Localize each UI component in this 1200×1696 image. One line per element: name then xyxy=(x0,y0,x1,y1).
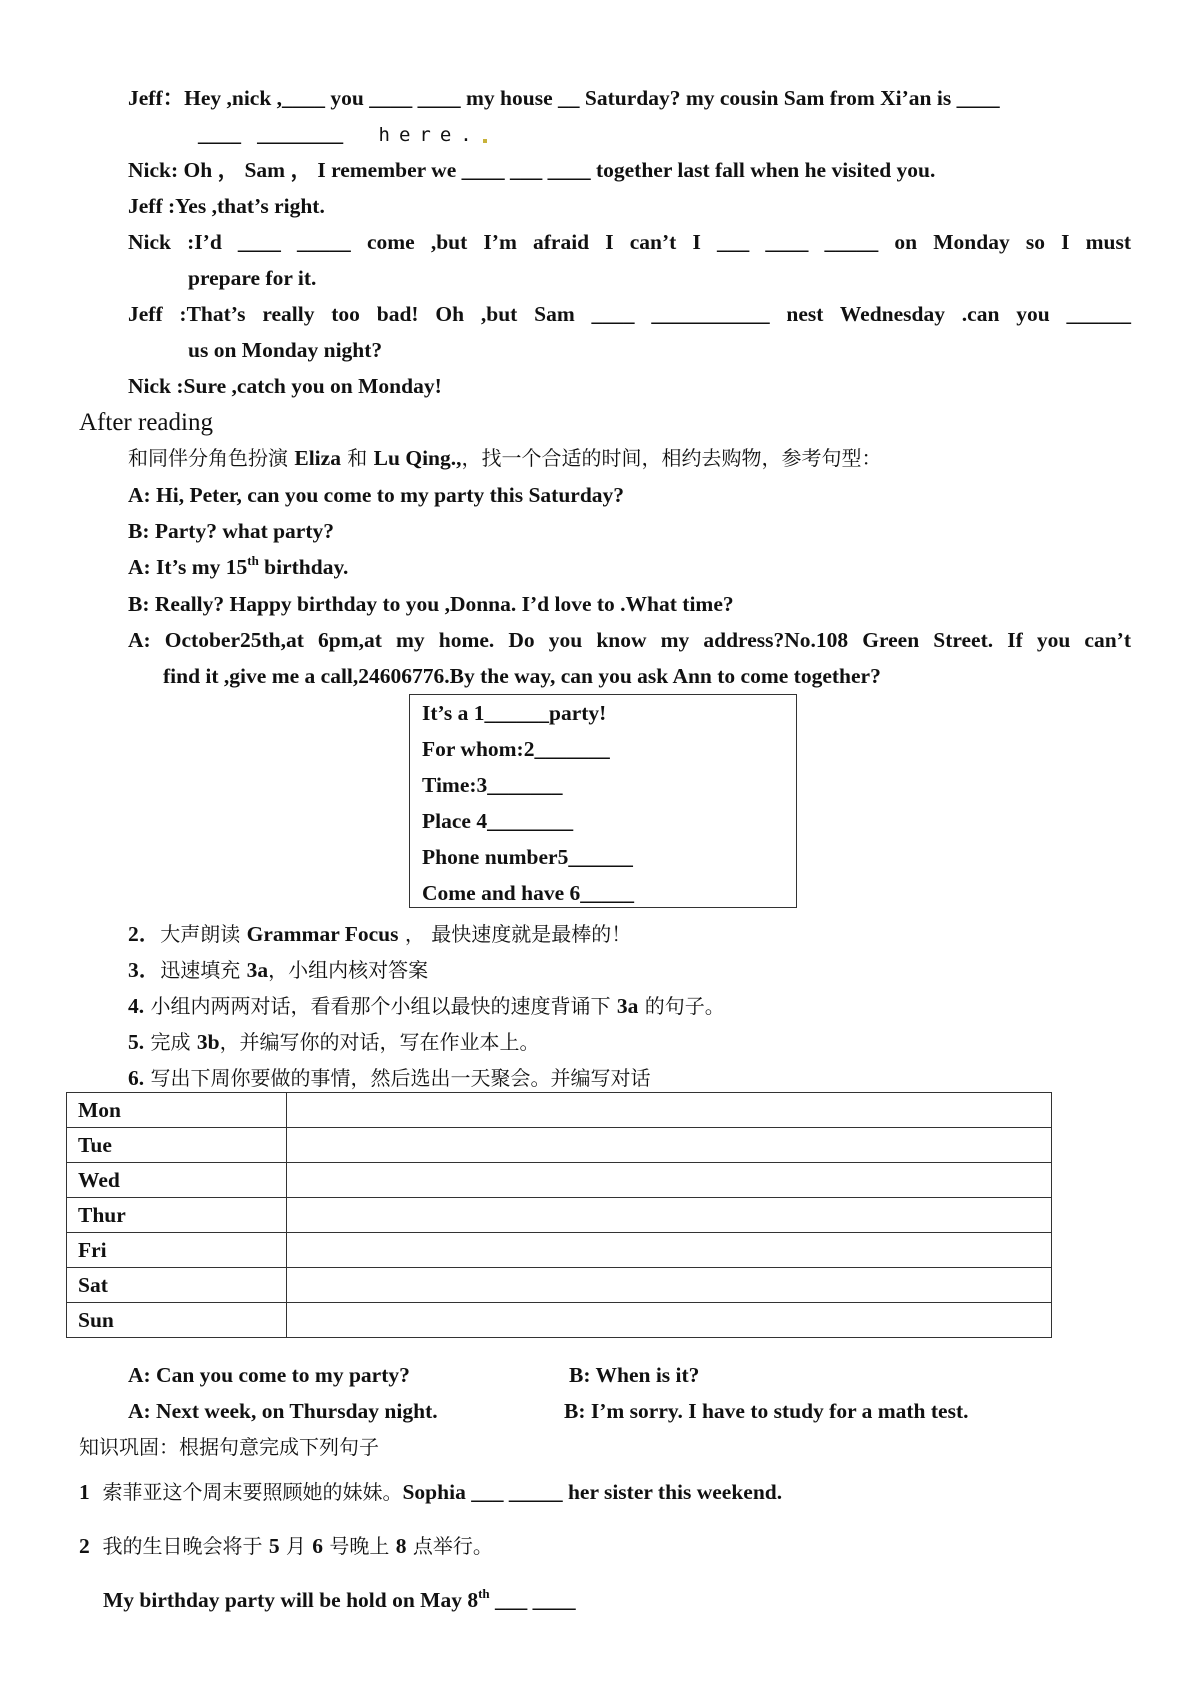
sample-line-a1: A: Hi, Peter, can you come to my party this Saturday? xyxy=(128,483,625,507)
sample-line-b2: B: Really? Happy birthday to you ,Donna. I’d love to .What time? xyxy=(128,592,734,616)
dialogue-nick-1: Nick: Oh ， Sam ， I remember we ____ ___ ____ together last fall when he visited you. xyxy=(128,158,936,182)
task-6: 6. 写出下周你要做的事情，然后选出一天聚会。并编写对话 xyxy=(128,1066,651,1090)
day-label: Tue xyxy=(67,1128,287,1163)
table-row xyxy=(67,1233,1052,1268)
dialogue-nick-3: Nick :Sure ,catch you on Monday! xyxy=(128,374,442,398)
example-b2: B: I’m sorry. I have to study for a math test. xyxy=(564,1399,969,1423)
task-3: 3．迅速填充 3a，小组内核对答案 xyxy=(128,958,429,982)
dialogue-jeff-1-cont xyxy=(198,120,487,149)
plan-cell[interactable] xyxy=(287,1198,1052,1233)
party-box-line-5: Phone number5______ xyxy=(422,845,633,869)
plan-cell[interactable] xyxy=(287,1268,1052,1303)
stray-dot-mark xyxy=(483,139,487,143)
day-label: Fri xyxy=(67,1233,287,1268)
plan-cell[interactable] xyxy=(287,1128,1052,1163)
party-box-line-6: Come and have 6_____ xyxy=(422,881,635,905)
plan-cell[interactable] xyxy=(287,1093,1052,1128)
dialogue-jeff-3: Jeff :That’s really too bad! Oh ,but Sam ____ ___________ nest Wednesday .can you ______ xyxy=(128,302,1131,326)
table-row xyxy=(67,1128,1052,1163)
task-5: 5. 完成 3b，并编写你的对话，写在作业本上。 xyxy=(128,1030,540,1054)
sample-line-a2: A: It’s my 15th birthday. xyxy=(128,553,349,579)
dialogue-jeff-3-cont: us on Monday night? xyxy=(188,338,383,362)
question-1: 1 索菲亚这个周末要照顾她的妹妹。Sophia ___ _____ her sister this weekend. xyxy=(79,1480,783,1504)
table-row xyxy=(67,1093,1052,1128)
after-reading-instruction: 和同伴分角色扮演 Eliza 和 Lu Qing.,，找一个合适的时间，相约去购物，参考句型： xyxy=(128,446,882,470)
question-2-english: My birthday party will be hold on May 8th ___ ____ xyxy=(103,1586,576,1612)
day-label: Sat xyxy=(67,1268,287,1303)
day-label: Wed xyxy=(67,1163,287,1198)
day-label: Mon xyxy=(67,1093,287,1128)
dialogue-jeff-2: Jeff :Yes ,that’s right. xyxy=(128,194,325,218)
sample-line-a3: A: October25th,at 6pm,at my home. Do you know my address?No.108 Green Street. If you can’t xyxy=(128,628,1131,652)
day-label: Thur xyxy=(67,1198,287,1233)
dialogue-jeff-1-blanks: ____ ________ xyxy=(198,122,344,146)
plan-cell[interactable] xyxy=(287,1303,1052,1338)
table-row xyxy=(67,1303,1052,1338)
party-box-line-4: Place 4________ xyxy=(422,809,574,833)
task-4: 4. 小组内两两对话，看看那个小组以最快的速度背诵下 3a 的句子。 xyxy=(128,994,725,1018)
sample-line-a3-cont: find it ,give me a call,24606776.By the way, can you ask Ann to come together? xyxy=(163,664,881,688)
consolidation-title: 知识巩固：根据句意完成下列句子 xyxy=(79,1435,379,1459)
sample-line-b1: B: Party? what party? xyxy=(128,519,335,543)
plan-cell[interactable] xyxy=(287,1233,1052,1268)
party-box-line-1: It’s a 1______party! xyxy=(422,701,607,725)
dialogue-jeff-1: Jeff：Hey ,nick ,____ you ____ ____ my house __ Saturday? my cousin Sam from Xi’an is ____ xyxy=(128,86,1000,110)
week-schedule-table xyxy=(66,1092,1052,1338)
table-row xyxy=(67,1268,1052,1303)
table-row xyxy=(67,1198,1052,1233)
day-label: Sun xyxy=(67,1303,287,1338)
table-row xyxy=(67,1163,1052,1198)
plan-cell[interactable] xyxy=(287,1163,1052,1198)
dialogue-jeff-1-here: here. xyxy=(378,124,481,146)
party-box-line-3: Time:3_______ xyxy=(422,773,563,797)
example-a1: A: Can you come to my party? xyxy=(128,1363,410,1387)
after-reading-heading: After reading xyxy=(79,409,213,436)
party-info-box xyxy=(409,694,797,908)
dialogue-nick-2: Nick :I’d ____ _____ come ,but I’m afraid I can’t I ___ ____ _____ on Monday so I must xyxy=(128,230,1131,254)
question-2: 2 我的生日晚会将于 5 月 6 号晚上 8 点举行。 xyxy=(79,1534,493,1558)
example-a2: A: Next week, on Thursday night. xyxy=(128,1399,438,1423)
dialogue-nick-2-cont: prepare for it. xyxy=(188,266,317,290)
task-2: 2．大声朗读 Grammar Focus ， 最快速度就是最棒的！ xyxy=(128,922,632,946)
party-box-line-2: For whom:2_______ xyxy=(422,737,610,761)
example-b1: B: When is it? xyxy=(569,1363,700,1387)
